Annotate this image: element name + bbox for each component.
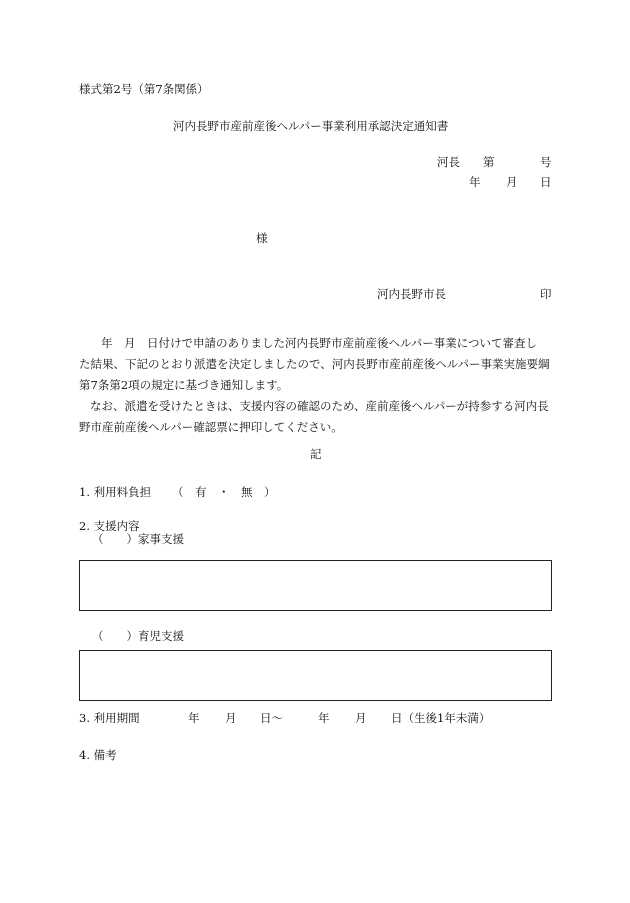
childcare-details-box[interactable]	[79, 650, 552, 701]
period-start-year: 年	[188, 711, 200, 725]
doc-number-go: 号	[540, 155, 552, 169]
childcare-checkbox-label: （ ）育児支援	[92, 629, 184, 643]
period-start-day: 日～	[260, 711, 283, 725]
item-fee-options: （ 有 ・ 無 ）	[172, 485, 276, 499]
body-p2-line1: なお、派遣を受けたときは、支援内容の確認のため、産前産後ヘルパーが持参する河内長	[90, 399, 549, 413]
housework-details-box[interactable]	[79, 560, 552, 611]
body-p2-line2: 野市産前産後ヘルパー確認票に押印してください。	[79, 420, 343, 434]
item-period-label: 3. 利用期間	[79, 711, 140, 725]
body-p1-line2: た結果、下記のとおり派遣を決定しましたので、河内長野市産前産後ヘルパー事業実施要綱	[79, 357, 550, 371]
issue-date-day: 日	[540, 175, 552, 189]
addressee-suffix: 様	[256, 231, 268, 245]
form-number: 様式第2号（第7条関係）	[79, 82, 209, 96]
item-fee-label: 1. 利用料負担	[79, 485, 152, 499]
issuer-name: 河内長野市長	[377, 287, 446, 301]
seal-mark: 印	[540, 287, 552, 301]
ki-heading: 記	[310, 447, 322, 461]
body-paragraph	[79, 333, 553, 438]
housework-checkbox-label: （ ）家事支援	[92, 532, 184, 546]
doc-number-dai: 第	[483, 155, 495, 169]
period-end-day: 日（生後1年未満）	[391, 711, 491, 725]
item-support-label: 2. 支援内容	[79, 519, 140, 533]
period-end-month: 月	[355, 711, 367, 725]
doc-number-prefix: 河長	[437, 155, 460, 169]
body-p1-line3: 第7条第2項の規定に基づき通知します。	[79, 378, 289, 392]
item-remarks-label: 4. 備考	[79, 748, 117, 762]
issue-date-year: 年	[469, 175, 481, 189]
issue-date-month: 月	[506, 175, 518, 189]
period-end-year: 年	[318, 711, 330, 725]
body-p1-line1: 年 月 日付けで申請のありました河内長野市産前産後ヘルパー事業について審査し	[101, 336, 537, 350]
document-title: 河内長野市産前産後ヘルパー事業利用承認決定通知書	[173, 119, 449, 133]
period-start-month: 月	[225, 711, 237, 725]
